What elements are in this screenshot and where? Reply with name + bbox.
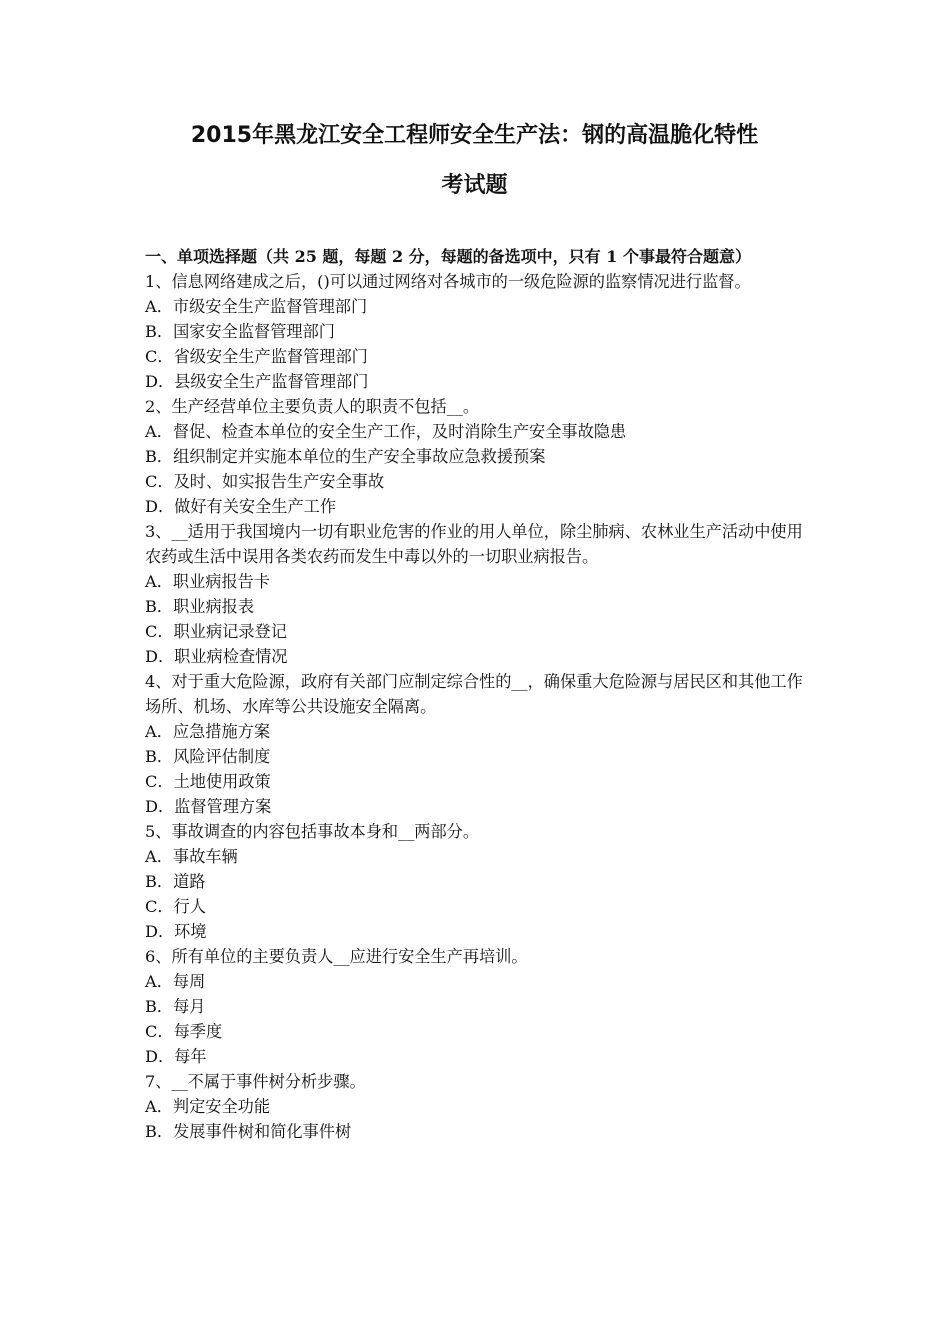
option-b: B．发展事件树和简化事件树	[145, 1122, 352, 1141]
question-7	[145, 1069, 804, 1144]
option-d: D．环境	[145, 922, 207, 941]
question-list	[145, 269, 804, 1144]
option-b: B．每月	[145, 997, 206, 1016]
option-b: B．职业病报表	[145, 597, 255, 616]
question-1	[145, 269, 804, 394]
question-stem: 1、信息网络建成之后，()可以通过网络对各城市的一级危险源的监察情况进行监督。	[145, 272, 751, 291]
question-stem: 6、所有单位的主要负责人__应进行安全生产再培训。	[145, 947, 528, 966]
question-stem: 3、__适用于我国境内一切有职业危害的作业的用人单位，除尘肺病、农林业生产活动中使用农药或生活中误用各类农药而发生中毒以外的一切职业病报告。	[145, 522, 803, 566]
option-c: C．土地使用政策	[145, 772, 271, 791]
question-2	[145, 394, 804, 519]
option-a: A．每周	[145, 972, 206, 991]
question-4	[145, 669, 804, 819]
option-b: B．风险评估制度	[145, 747, 271, 766]
question-stem: 4、对于重大危险源，政府有关部门应制定综合性的__，确保重大危险源与居民区和其他工作场所、机场、水库等公共设施安全隔离。	[145, 672, 803, 716]
option-c: C．每季度	[145, 1022, 223, 1041]
option-a: A．市级安全生产监督管理部门	[145, 297, 368, 316]
option-d: D．做好有关安全生产工作	[145, 497, 337, 516]
option-d: D．职业病检查情况	[145, 647, 288, 666]
option-c: C．及时、如实报告生产安全事故	[145, 472, 385, 491]
document-title-line-1: 2015年黑龙江安全工程师安全生产法：钢的高温脆化特性	[190, 123, 759, 148]
question-stem: 5、事故调查的内容包括事故本身和__两部分。	[145, 822, 480, 841]
option-b: B．国家安全监督管理部门	[145, 322, 335, 341]
option-d: D．监督管理方案	[145, 797, 272, 816]
question-5	[145, 819, 804, 944]
option-a: A．应急措施方案	[145, 722, 271, 741]
question-stem: 7、__不属于事件树分析步骤。	[145, 1072, 366, 1091]
option-d: D．每年	[145, 1047, 207, 1066]
question-stem: 2、生产经营单位主要负责人的职责不包括__。	[145, 397, 480, 416]
option-c: C．省级安全生产监督管理部门	[145, 347, 368, 366]
question-6	[145, 944, 804, 1069]
option-a: A．判定安全功能	[145, 1097, 271, 1116]
option-a: A．职业病报告卡	[145, 572, 271, 591]
section-heading: 一、单项选择题（共 25 题，每题 2 分，每题的备选项中，只有 1 个事最符合题意）	[145, 247, 751, 266]
option-a: A．督促、检查本单位的安全生产工作，及时消除生产安全事故隐患	[145, 422, 627, 441]
option-b: B．道路	[145, 872, 206, 891]
option-d: D．县级安全生产监督管理部门	[145, 372, 369, 391]
option-c: C．行人	[145, 897, 206, 916]
option-b: B．组织制定并实施本单位的生产安全事故应急救援预案	[145, 447, 546, 466]
option-c: C．职业病记录登记	[145, 622, 287, 641]
question-3	[145, 519, 804, 669]
document-title-line-2: 考试题	[441, 173, 508, 198]
option-a: A．事故车辆	[145, 847, 238, 866]
